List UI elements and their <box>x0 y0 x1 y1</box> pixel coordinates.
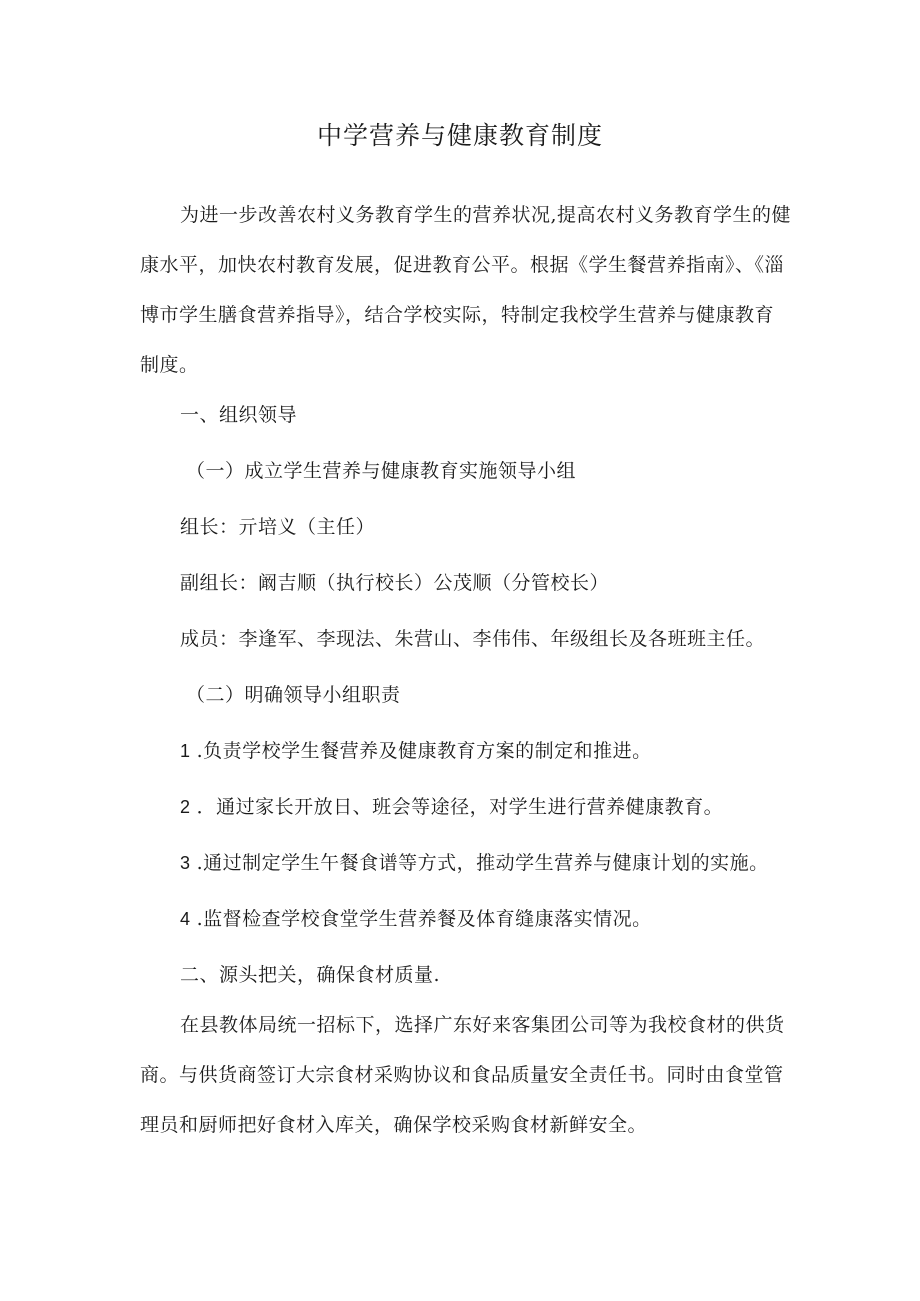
duty-item-number: 3 <box>180 853 191 873</box>
subsection-1-heading: （一）成立学生营养与健康教育实施领导小组 <box>186 460 577 482</box>
section-2-heading: 二、源头把关，确保食材质量. <box>180 964 441 986</box>
section-1-heading: 一、组织领导 <box>180 404 298 426</box>
duty-item-number: 4 <box>180 909 191 929</box>
group-members: 成员：李逢军、李现法、朱营山、李伟伟、年级组长及各班班主任。 <box>180 628 766 650</box>
duty-item-text: .负责学校学生餐营养及健康教育方案的制定和推进。 <box>196 740 652 762</box>
duty-item <box>180 792 723 822</box>
duty-item-text: .监督检查学校食堂学生营养餐及体育缝康落实情况。 <box>196 908 652 930</box>
duty-item <box>180 848 769 878</box>
group-leader: 组长：亓培义（主任） <box>180 516 376 538</box>
duty-item-number: 2 <box>180 797 191 817</box>
intro-paragraph: 为进一步改善农村义务教育学生的营养状况,提高农村义务教育学生的健康水平，加快农村教育发展，促进教育公平。根据《学生餐营养指南》、《淄博市学生膳食营养指导》，结合学校实际，特制定我校学生营养与健康教育制度。 <box>140 204 792 376</box>
duty-item-number: 1 <box>180 741 191 761</box>
duty-item <box>180 736 652 766</box>
duty-item-text: .通过制定学生午餐食谱等方式，推动学生营养与健康计划的实施。 <box>196 852 769 874</box>
duty-item-text: ．通过家长开放日、班会等途径，对学生进行营养健康教育。 <box>196 796 724 818</box>
duty-item <box>180 904 652 934</box>
group-deputy: 副组长：阚吉顺（执行校长）公茂顺（分管校长） <box>180 572 610 594</box>
document-title: 中学营养与健康教育制度 <box>316 121 603 150</box>
section-2-paragraph: 在县教体局统一招标下，选择广东好来客集团公司等为我校食材的供货商。与供货商签订大宗食材采购协议和食品质量安全责任书。同时由食堂管理员和厨师把好食材入库关，确保学校采购食材新鲜安全。 <box>140 1014 785 1136</box>
subsection-2-heading: （二）明确领导小组职责 <box>186 684 401 706</box>
